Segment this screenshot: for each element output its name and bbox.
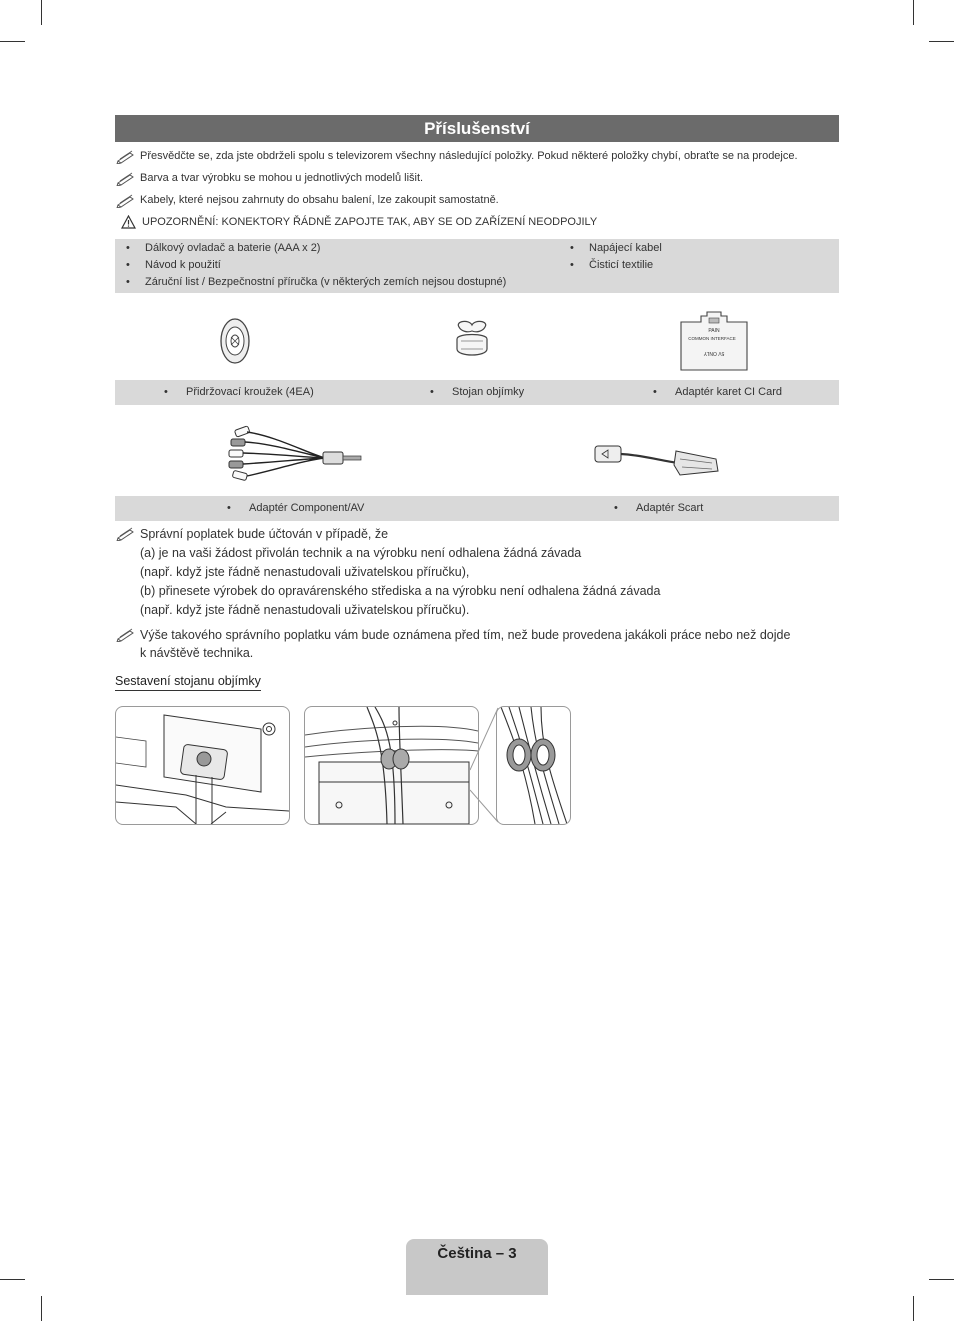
- ci-card-bottom-label: 5V ONLY: [703, 350, 725, 356]
- scart-adapter-image: [592, 437, 722, 484]
- pencil-note-icon: [116, 527, 136, 541]
- list-item: • Napájecí kabel: [570, 240, 662, 257]
- ci-card-adapter-image: [679, 310, 749, 377]
- crop-mark: [41, 1296, 42, 1321]
- assembly-figure-1: [115, 706, 290, 825]
- list-item: • Návod k použití: [126, 257, 506, 274]
- fee-note-line: (např. když jste řádně nenastudovali uživatelskou příručku).: [140, 603, 470, 617]
- pencil-note-icon: [116, 194, 136, 208]
- caption-holder-wire: • Stojan objímky: [452, 385, 524, 399]
- fee-note: [116, 525, 660, 620]
- note-text: Kabely, které nejsou zahrnuty do obsahu balení, lze zakoupit samostatně.: [140, 194, 499, 206]
- list-item: • Čisticí textilie: [570, 257, 662, 274]
- ci-card-top-label: PAIN: [708, 328, 720, 334]
- list-item: • Dálkový ovladač a baterie (AAA x 2): [126, 240, 506, 257]
- note-item: [116, 150, 798, 164]
- pencil-note-icon: [116, 172, 136, 186]
- fee-note-line: (např. když jste řádně nenastudovali uživatelskou příručku),: [140, 565, 470, 579]
- zoom-connector: [470, 700, 500, 830]
- note-text: Barva a tvar výrobku se mohou u jednotlivých modelů lišit.: [140, 172, 424, 184]
- crop-mark: [929, 41, 954, 42]
- crop-mark: [913, 1296, 914, 1321]
- package-list-left: [126, 240, 506, 291]
- pencil-note-icon: [116, 150, 136, 164]
- caption-scart: • Adaptér Scart: [636, 501, 703, 515]
- fee-note-line: k návštěvě technika.: [140, 646, 254, 660]
- assembly-figure-3: [496, 706, 571, 825]
- note-item: [116, 172, 423, 186]
- fee-note-line: (b) přinesete výrobek do opravárenského střediska a na výrobku není odhalena žádná závada: [140, 584, 661, 598]
- ci-card-middle-label: COMMON INTERFACE: [688, 336, 736, 341]
- crop-mark: [0, 1279, 25, 1280]
- warning-text: UPOZORNĚNÍ: KONEKTORY ŘÁDNĚ ZAPOJTE TAK, ABY SE OD ZAŘÍZENÍ NEODPOJILY: [142, 216, 598, 228]
- crop-mark: [41, 0, 42, 25]
- fee-note-line: (a) je na vaši žádost přivolán technik a na výrobku není odhalena žádná závada: [140, 546, 582, 560]
- note-text: Přesvědčte se, zda jste obdrželi spolu s televizorem všechny následující položky. Pokud některé položky chybí, obraťte se na prodejce.: [140, 150, 798, 162]
- assembly-figure-2: [304, 706, 479, 825]
- warning-line: [121, 215, 597, 229]
- fee-note-2: [116, 626, 790, 662]
- component-av-adapter-image: [225, 424, 367, 493]
- crop-mark: [913, 0, 914, 25]
- holder-wire-image: [453, 319, 491, 366]
- page-number-tab: Čeština – 3: [406, 1239, 548, 1295]
- section-title: Příslušenství: [115, 115, 839, 142]
- fee-note-line: Výše takového správního poplatku vám bude oznámena před tím, než bude provedena jakákoli práce nebo než dojde: [140, 628, 791, 642]
- assembly-heading: Sestavení stojanu objímky: [115, 674, 261, 691]
- warning-triangle-icon: [121, 215, 136, 229]
- crop-mark: [0, 41, 25, 42]
- note-item: [116, 194, 499, 208]
- package-list-right: [570, 240, 662, 274]
- fee-note-line: Správní poplatek bude účtován v případě, že: [140, 527, 389, 541]
- caption-ci-card: • Adaptér karet CI Card: [675, 385, 782, 399]
- caption-holder-ring: • Přidržovací kroužek (4EA): [186, 385, 314, 399]
- list-item: • Záruční list / Bezpečnostní příručka (v některých zemích nejsou dostupné): [126, 274, 506, 291]
- pencil-note-icon: [116, 628, 136, 642]
- holder-ring-image: [219, 317, 251, 370]
- caption-bar: [115, 496, 839, 521]
- crop-mark: [929, 1279, 954, 1280]
- caption-component-av: • Adaptér Component/AV: [249, 501, 364, 515]
